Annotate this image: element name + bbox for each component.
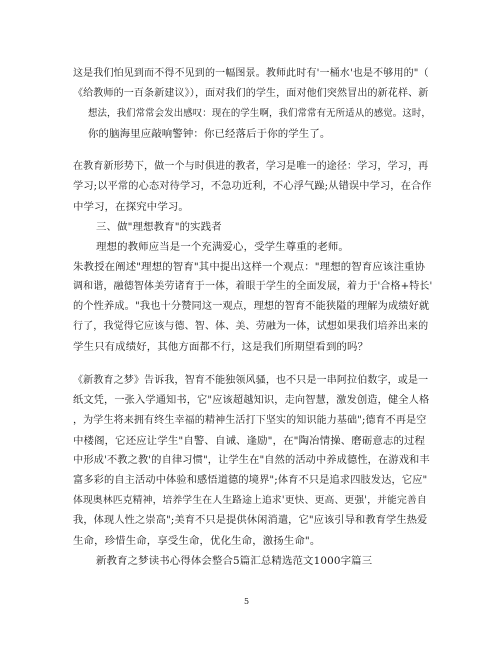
text-line: 中学习，在探究中学习。 bbox=[73, 201, 189, 213]
text-line: 这是我们怕见到而不得不见到的一幅图景。教师此时有'一桶水'也是不够用的"（ bbox=[73, 68, 429, 79]
text-line: 富多彩的自主活动中体验和感悟道德的境界";体育不只是追求四肢发达，它应" bbox=[73, 475, 428, 486]
text-line: 行了，我觉得它应该与德、智、体、美、劳融为一体，试想如果我们培养出来的 bbox=[73, 321, 429, 332]
text-line: 想法，我们常常会发出感叹：现在的学生啊，我们常常有无所适从的感觉。这时， bbox=[88, 108, 431, 119]
text-line: 纸文凭，一张入学通知书，它"应该超越知识，走向智慧，激发创造，健全人格 bbox=[73, 395, 430, 406]
text-line: 《给教师的一百条新建议》），面对我们的学生，面对他们突然冒出的新花样、新 bbox=[73, 88, 429, 99]
text-line: 《新教育之梦》告诉我，智育不能独领风骚，也不只是一串阿拉伯数字，或是一 bbox=[73, 375, 429, 386]
text-line: 学生只有成绩好，其他方面都不行，这是我们所期望看到的吗？ bbox=[73, 341, 369, 353]
text-line: 中形成'不教之教'的自律习惯"，让学生在"自然的活动中养成德性，在游戏和丰 bbox=[73, 455, 430, 466]
page-number: 5 bbox=[244, 597, 250, 606]
section-heading: 三、做"理想教育"的实践者 bbox=[96, 221, 222, 233]
text-line: 我，体现人性之崇高";美育不只是提供休闲消遣，它"应该引导和教育学生热爱 bbox=[73, 515, 428, 526]
next-article-title: 新教育之梦读书心得体会整合5篇汇总精选范文1000字篇三 bbox=[96, 555, 373, 567]
text-line: 的个性养成。"我也十分赞同这一观点，理想的智育不能狭隘的理解为成绩好就 bbox=[73, 301, 430, 312]
text-line: 学习;以平常的心态对待学习，不急功近利，不心浮气躁;从错误中学习，在合作 bbox=[73, 181, 432, 192]
text-line: 理想的教师应当是一个充满爱心，受学生尊重的老师。 bbox=[96, 241, 349, 253]
text-line: 生命，珍惜生命，享受生命，优化生命，激扬生命"。 bbox=[73, 535, 321, 547]
text-line: 体现奥林匹克精神，培养学生在人生路途上追求'更快、更高、更强'，并能完善自 bbox=[73, 495, 427, 506]
text-line: 调和谐，融德智体美劳诸育于一体，着眼于学生的全面发展，着力于'合格+特长' bbox=[73, 281, 433, 292]
text-line: 中楼阁，它还应让学生"自警、自诫、逢励"，在"陶冶情操、磨砺意志的过程 bbox=[73, 435, 426, 447]
text-line: 朱教授在阐述"理想的智育"其中提出这样一个观点："理想的智育应该注重协 bbox=[73, 261, 426, 273]
text-line: 在教育新形势下，做一个与时俱进的教者，学习是唯一的途径：学习，学习，再 bbox=[73, 161, 429, 172]
text-line: 你的脑海里应敲响警钟：你已经落后于你的学生了。 bbox=[88, 128, 331, 140]
text-line: ，为学生将来拥有终生幸福的精神生活打下坚实的知识能力基础";德育不再是空 bbox=[73, 415, 427, 426]
